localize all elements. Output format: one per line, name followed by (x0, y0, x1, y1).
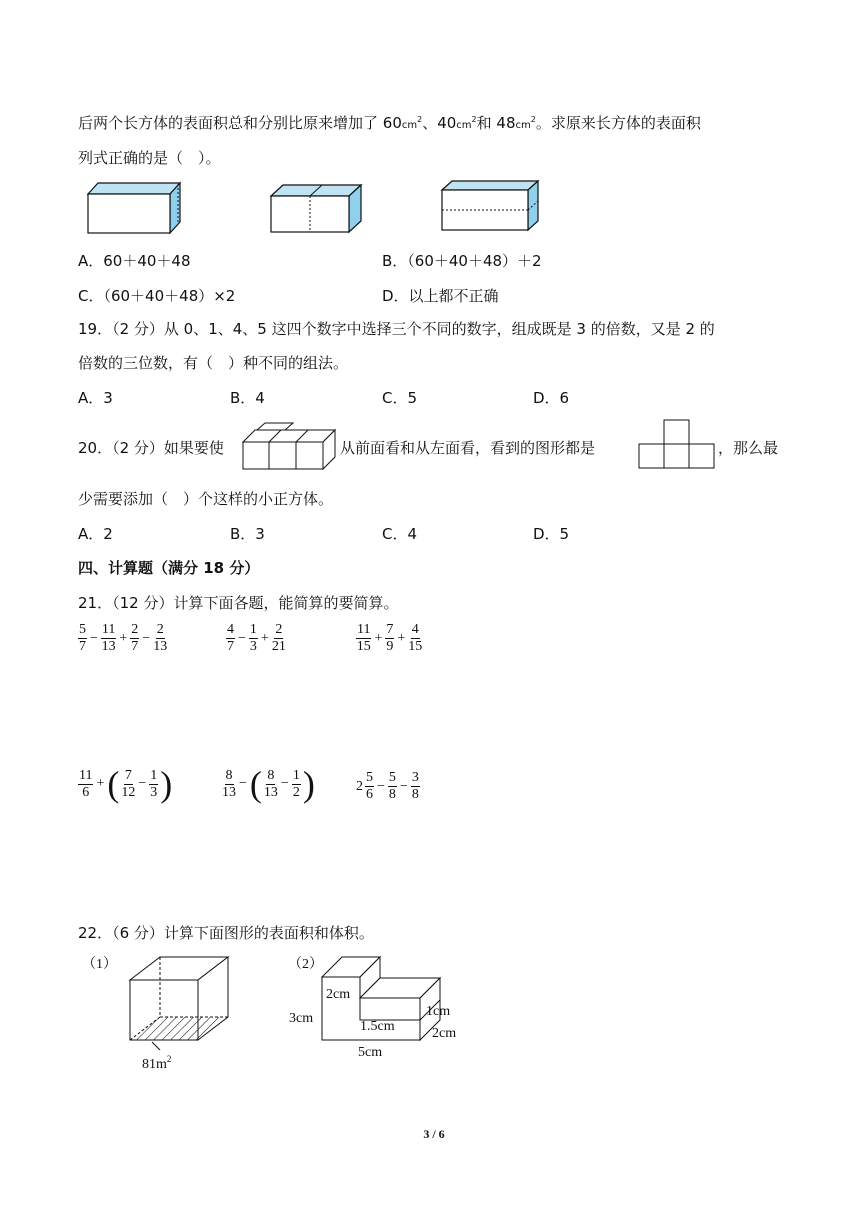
dim-height: 3cm (289, 1011, 314, 1026)
dim-top-left: 2cm (326, 987, 351, 1002)
sup-2: 2 (471, 115, 477, 124)
operator: − (280, 776, 289, 791)
q20-line2: 少需要添加（ ）个这样的小正方体。 (78, 490, 334, 508)
q18-text-b: 、40 (422, 114, 457, 132)
q19-line1: 19．（2 分）从 0、1、4、5 这四个数字中选择三个不同的数字，组成既是 3 的倍数，又是 2 的 (78, 320, 715, 338)
q19-option-b[interactable]: B．4 (230, 389, 265, 407)
fraction: $\frac{3}{8}$ (411, 770, 419, 802)
cuboid-figure-1 (86, 180, 186, 238)
cube-figure (80, 952, 240, 1077)
expr-3 (356, 622, 422, 655)
fraction: $\frac{1}{3}$ (150, 767, 158, 800)
right-paren: ) (160, 764, 173, 804)
q18-line2: 列式正确的是（ ）。 (78, 149, 221, 167)
fig1-label: （1） (82, 957, 117, 972)
dim-inner-right: 1cm (426, 1004, 451, 1019)
page-number: 3 / 6 (423, 1127, 445, 1141)
q18-text-c: 和 48 (476, 114, 516, 132)
expr-6 (356, 770, 420, 803)
q18-option-c[interactable]: C．（60＋40＋48）×2 (78, 287, 236, 305)
fraction: $\frac{5}{8}$ (388, 770, 396, 802)
q18-option-a[interactable]: A．60＋40＋48 (78, 252, 191, 270)
unit-1: cm (401, 120, 418, 131)
fraction: $\frac{1}{3}$ (249, 622, 257, 654)
unit-3: cm (515, 120, 531, 131)
section-title: 四、计算题（满分 18 分） (78, 559, 260, 577)
left-paren: ( (249, 764, 262, 804)
operator: − (399, 778, 408, 794)
operator: − (238, 630, 246, 646)
whole-number: 2 (356, 778, 363, 794)
q20-option-a[interactable]: A．2 (78, 525, 113, 543)
fraction: $\frac{2}{13}$ (153, 622, 168, 654)
operator: + (260, 630, 269, 646)
fig1-area: $81m^2$ (142, 1054, 172, 1072)
fraction: $\frac{2}{7}$ (131, 622, 139, 654)
operator: − (239, 776, 247, 791)
q18-text-a: 后两个长方体的表面积总和分别比原来增加了 60 (78, 114, 402, 132)
operator: + (119, 630, 128, 646)
q18-line1 (78, 112, 701, 133)
fraction: $\frac{4}{15}$ (408, 622, 423, 654)
fraction: $\frac{8}{13}$ (222, 767, 236, 800)
q20-option-b[interactable]: B．3 (230, 525, 265, 543)
sup-3: 2 (530, 115, 536, 124)
fraction: $\frac{2}{21}$ (271, 622, 286, 654)
q19-option-c[interactable]: C．5 (382, 389, 418, 407)
dim-inner-bottom: 1.5cm (360, 1019, 395, 1034)
fraction: $\frac{11}{6}$ (79, 767, 93, 800)
q19-option-d[interactable]: D．6 (533, 389, 570, 407)
fraction: $\frac{8}{13}$ (263, 767, 278, 800)
operator: − (138, 776, 147, 791)
fraction: $\frac{11}{13}$ (101, 622, 116, 654)
q19-line2: 倍数的三位数，有（ ）种不同的组法。 (78, 354, 349, 372)
fraction: $\frac{5}{6}$ (366, 770, 373, 802)
cuboid-figure-2 (269, 183, 367, 237)
q21-line: 21．（12 分）计算下面各题，能简算的要简算。 (78, 594, 399, 612)
expr-1 (78, 622, 167, 655)
fraction: $\frac{7}{9}$ (386, 622, 394, 654)
fraction: $\frac{4}{7}$ (227, 622, 234, 654)
operator: + (96, 776, 105, 791)
fraction: $\frac{7}{12}$ (121, 767, 136, 800)
q20-prefix: 20．（2 分）如果要使 (78, 439, 224, 457)
operator: − (90, 630, 98, 646)
q20-option-d[interactable]: D．5 (533, 525, 570, 543)
q18-text-d: 。求原来长方体的表面积 (535, 114, 701, 132)
q20-option-c[interactable]: C．4 (382, 525, 418, 543)
unit-2: cm (456, 120, 472, 131)
operator: − (142, 630, 151, 646)
fig2-label: （2） (288, 957, 323, 972)
cube-stack-figure (241, 422, 341, 470)
dim-depth: 2cm (432, 1026, 457, 1041)
fraction: $\frac{1}{2}$ (292, 767, 300, 800)
q19-option-a[interactable]: A．3 (78, 389, 113, 407)
operator: + (397, 630, 406, 646)
q18-option-d[interactable]: D．以上都不正确 (382, 287, 499, 305)
fraction: $\frac{5}{7}$ (79, 622, 86, 654)
dim-length: 5cm (358, 1045, 383, 1060)
q20-suffix: ，那么最 (718, 439, 779, 457)
l-prism-figure (286, 952, 471, 1067)
view-shape-figure (637, 419, 717, 471)
expr-5 (222, 766, 315, 802)
cuboid-figure-3 (440, 180, 545, 234)
expr-4 (78, 766, 172, 802)
expr-2 (226, 622, 286, 655)
sup-1: 2 (417, 115, 423, 124)
q22-line: 22．（6 分）计算下面图形的表面积和体积。 (78, 924, 374, 942)
q20-middle: 从前面看和从左面看，看到的图形都是 (340, 439, 596, 457)
operator: − (377, 778, 385, 794)
left-paren: ( (107, 764, 120, 804)
right-paren: ) (302, 764, 315, 804)
q18-option-b[interactable]: B．（60＋40＋48）＋2 (382, 252, 542, 270)
fraction: $\frac{11}{15}$ (356, 622, 371, 654)
operator: + (374, 630, 383, 646)
